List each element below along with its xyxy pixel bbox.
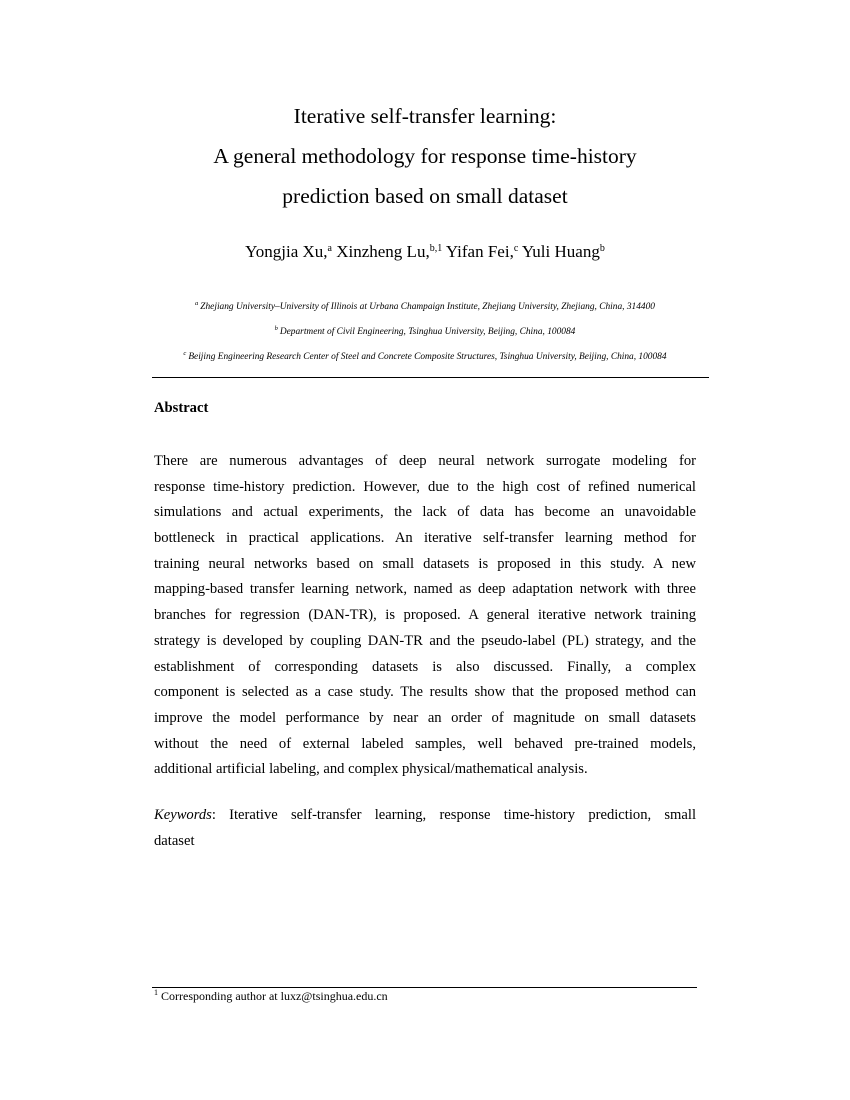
abstract-line: branches for regression (DAN-TR), is proposed. A general iterative network training xyxy=(154,607,696,624)
author-list xyxy=(0,240,850,264)
abstract-body xyxy=(154,449,696,783)
affiliation-b xyxy=(0,325,850,339)
abstract-line: There are numerous advantages of deep neural network surrogate modeling for xyxy=(154,453,696,469)
abstract-line: response time-history prediction. However, due to the high cost of refined numerical xyxy=(154,478,696,495)
affiliation-text: Zhejiang University–University of Illinois at Urbana Champaign Institute, Zhejiang University, Zhejiang, China, 314400 xyxy=(200,302,655,312)
author-name: Yuli Huang xyxy=(521,242,600,261)
author-affil-mark: b xyxy=(599,243,605,254)
abstract-line: mapping-based transfer learning network, named as deep adaptation network with three xyxy=(154,581,696,598)
keywords-block xyxy=(154,803,696,854)
abstract-line: additional artificial labeling, and complex physical/mathematical analysis. xyxy=(154,761,588,778)
abstract-line: simulations and actual experiments, the lack of data has become an unavoidable xyxy=(154,504,696,521)
header-divider xyxy=(152,377,709,378)
footnote-text: Corresponding author at luxz@tsinghua.edu.cn xyxy=(161,989,388,1003)
affiliation-mark: c xyxy=(183,350,187,357)
author-affil-mark: a xyxy=(327,243,332,254)
abstract-heading: Abstract xyxy=(154,400,209,416)
author-affil-mark: c xyxy=(513,243,519,254)
affiliation-text: Department of Civil Engineering, Tsinghua University, Beijing, China, 100084 xyxy=(279,327,576,337)
abstract-line: without the need of external labeled samples, well behaved pre-trained models, xyxy=(154,735,696,752)
author-name: Yifan Fei, xyxy=(445,242,514,261)
abstract-line: training neural networks based on small datasets is proposed in this study. A new xyxy=(154,555,696,572)
affiliation-mark: b xyxy=(274,325,278,332)
title-line-3: prediction based on small dataset xyxy=(282,184,568,208)
author-name: Yongjia Xu, xyxy=(245,242,328,261)
abstract-line: improve the model performance by near an order of magnitude on small datasets xyxy=(154,709,696,726)
author-affil-mark: b,1 xyxy=(429,243,443,254)
keywords-line-2: dataset xyxy=(154,832,195,849)
affiliation-c xyxy=(0,350,850,364)
footnote-mark: 1 xyxy=(154,988,158,997)
affiliation-a xyxy=(0,300,850,314)
abstract-line: strategy is developed by coupling DAN-TR and the pseudo-label (PL) strategy, and the xyxy=(154,632,696,649)
author-name: Xinzheng Lu, xyxy=(336,242,430,261)
keywords-label: Keywords xyxy=(154,807,212,823)
affiliation-mark: a xyxy=(195,300,199,307)
footnote xyxy=(154,988,388,1004)
paper-title xyxy=(0,96,850,216)
title-line-1: Iterative self-transfer learning: xyxy=(293,104,557,128)
keywords-line xyxy=(154,803,696,829)
abstract-line: establishment of corresponding datasets is also discussed. Finally, a complex xyxy=(154,658,696,675)
abstract-line: bottleneck in practical applications. An iterative self-transfer learning method for xyxy=(154,530,696,547)
keywords-text: : Iterative self-transfer learning, response time-history prediction, small xyxy=(211,807,696,823)
affiliation-text: Beijing Engineering Research Center of Steel and Concrete Composite Structures, Tsinghua University, Beijing, China, 100084 xyxy=(188,352,667,362)
title-line-2: A general methodology for response time-history xyxy=(213,144,637,168)
abstract-line: component is selected as a case study. The results show that the proposed method can xyxy=(154,684,696,701)
